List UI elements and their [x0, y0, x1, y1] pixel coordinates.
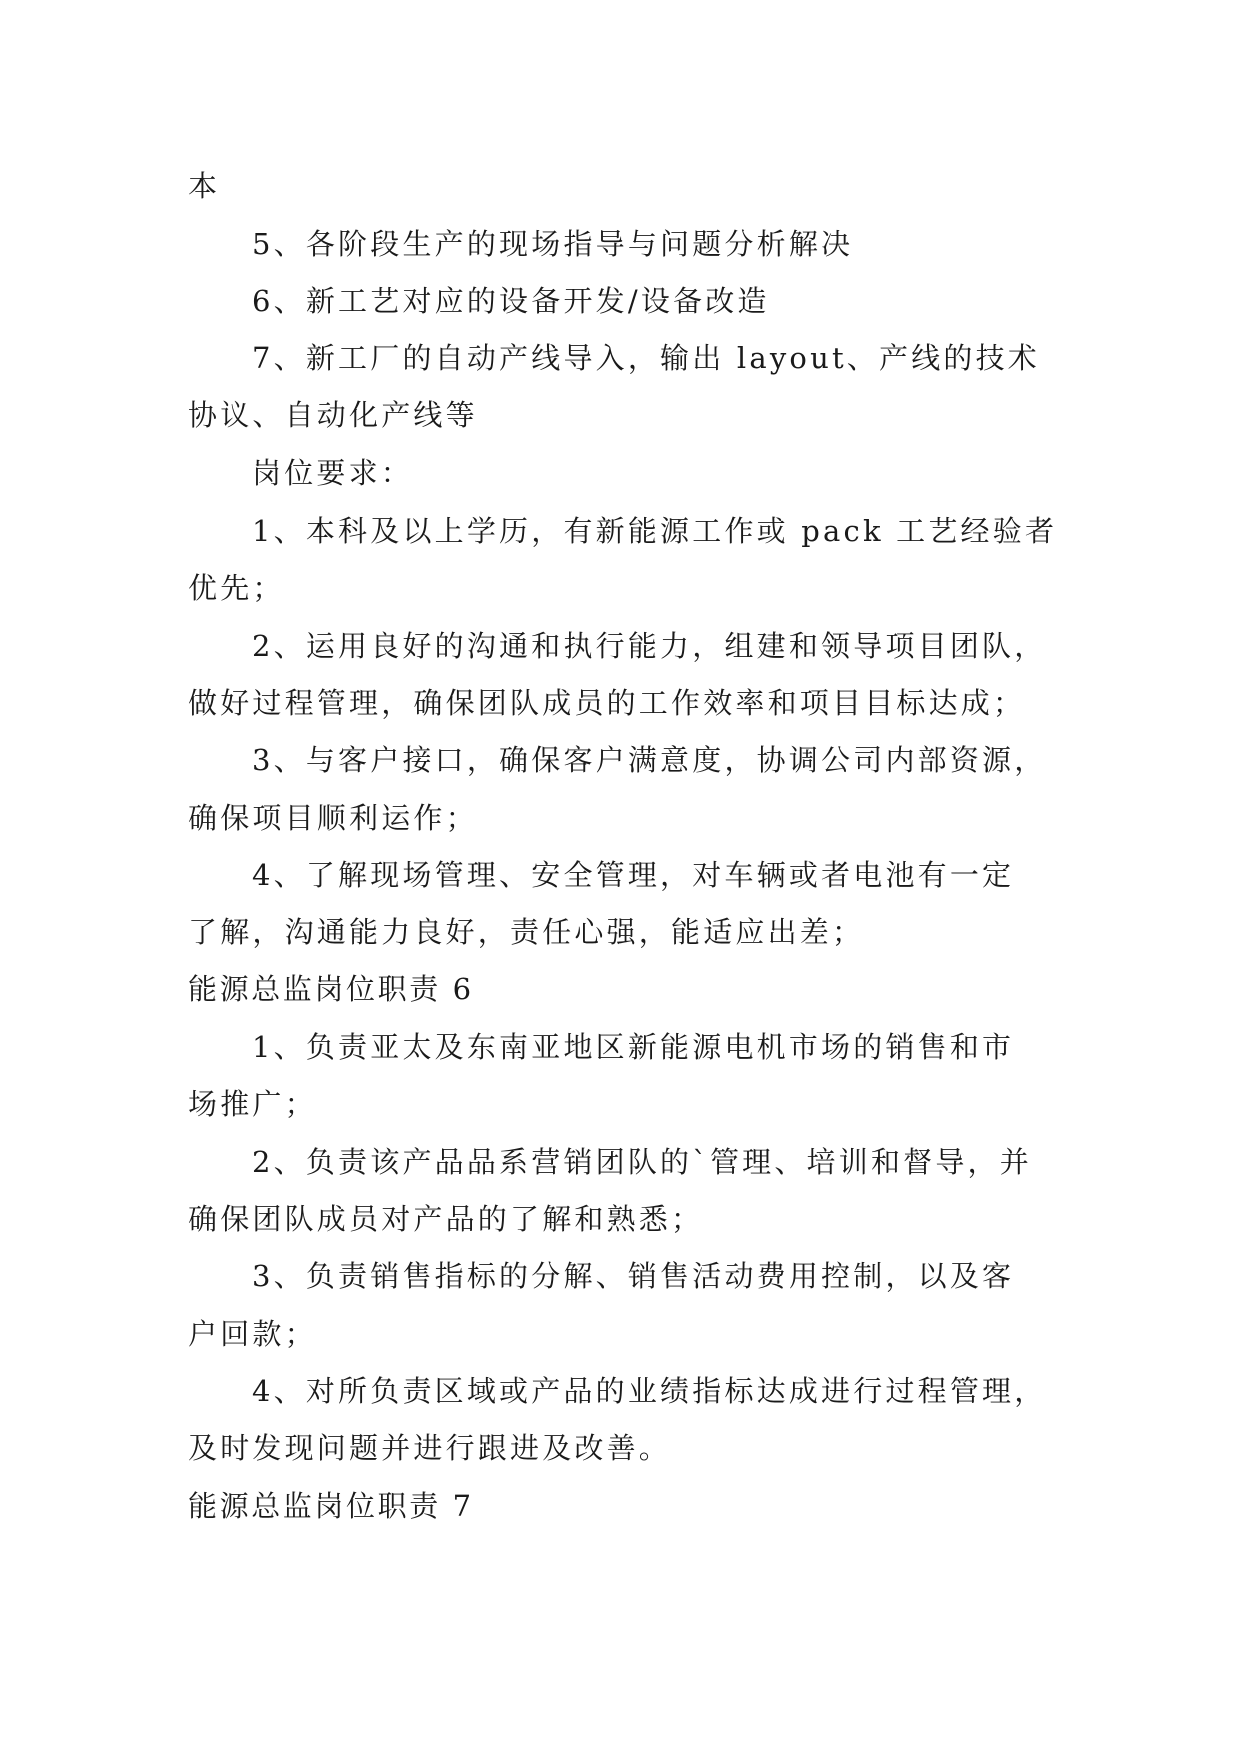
text-line: 确保项目顺利运作； [188, 801, 478, 835]
text-line: 了解，沟通能力良好，责任心强，能适应出差； [188, 915, 865, 949]
list-item: 4、对所负责区域或产品的业绩指标达成进行过程管理， [252, 1374, 1047, 1408]
list-item: 1、负责亚太及东南亚地区新能源电机市场的销售和市 [252, 1030, 1015, 1064]
list-item: 2、运用良好的沟通和执行能力，组建和领导项目团队， [252, 629, 1047, 663]
text-line: 本 [188, 169, 221, 203]
list-item: 7、新工厂的自动产线导入，输出 layout、产线的技术 [252, 341, 1041, 375]
text-line: 优先； [188, 571, 285, 605]
text-line: 确保团队成员对产品的了解和熟悉； [188, 1202, 704, 1236]
list-item: 4、了解现场管理、安全管理，对车辆或者电池有一定 [252, 858, 1015, 892]
list-item: 2、负责该产品品系营销团队的`管理、培训和督导，并 [252, 1145, 1032, 1179]
section-label: 岗位要求： [252, 456, 414, 490]
section-heading: 能源总监岗位职责 7 [188, 1489, 474, 1523]
text-line: 协议、自动化产线等 [188, 398, 478, 432]
list-item: 3、负责销售指标的分解、销售活动费用控制，以及客 [252, 1259, 1015, 1293]
text-line: 做好过程管理，确保团队成员的工作效率和项目目标达成； [188, 686, 1026, 720]
text-line: 及时发现问题并进行跟进及改善。 [188, 1431, 672, 1465]
text-line: 场推广； [188, 1087, 317, 1121]
list-item: 5、各阶段生产的现场指导与问题分析解决 [252, 227, 854, 261]
list-item: 6、新工艺对应的设备开发/设备改造 [252, 284, 770, 318]
section-heading: 能源总监岗位职责 6 [188, 972, 474, 1006]
text-line: 户回款； [188, 1317, 317, 1351]
list-item: 1、本科及以上学历，有新能源工作或 pack 工艺经验者 [252, 514, 1058, 548]
list-item: 3、与客户接口，确保客户满意度，协调公司内部资源， [252, 743, 1047, 777]
